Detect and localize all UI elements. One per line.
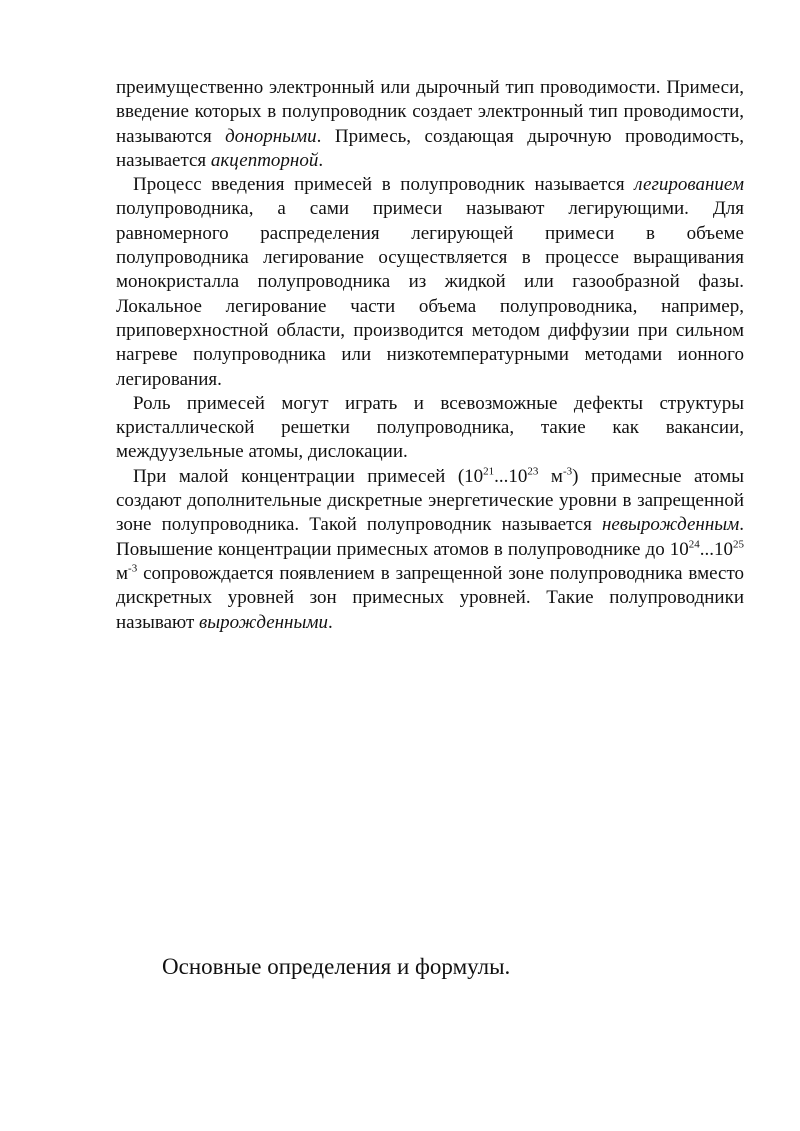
exponent: 23 [527,465,539,478]
paragraph-4 [116,465,744,635]
text-run: м [538,465,563,487]
text-run: ) примесные атомы создают дополнительные дискретные энергетические уровни в запрещенной зоне полупроводника. Такой полупроводник называется [116,465,744,536]
text-run: . [318,149,324,171]
text-run: ...10 [699,538,733,560]
text-run: Роль примесей могут играть и всевозможные дефекты структуры кристаллической решетки полупроводника, такие как вакансии, междуузельные атомы, дислокации. [116,392,744,463]
text-run: ...10 [494,465,528,487]
text-run: сопровождается появлением в запрещенной зоне полупроводника вместо дискретных уровней зон примесных уровней. Такие полупроводники называют [116,562,744,633]
exponent: -3 [562,465,573,478]
term-nondegenerate: невырожденным [601,514,740,536]
text-run: . Примесь, создающая дырочную проводимость, называется [116,125,744,171]
exponent: 25 [733,538,744,551]
text-run: . [327,611,333,633]
exponent: 21 [483,465,495,478]
exponent: -3 [128,562,138,575]
term-doping: легированием [634,174,744,196]
paragraph-1 [116,76,744,173]
text-run: преимущественно электронный или дырочный тип проводимости. Примеси, введение которых в полупроводник создает электронный тип проводимости, называются [116,77,744,147]
text-run: Процесс введения примесей в полупроводник называется [133,174,635,196]
text-run: При малой концентрации примесей (10 [133,465,484,487]
text-run: . Повышение концентрации примесных атомов в полупроводнике до 10 [116,514,744,560]
term-donor: донорными [225,125,317,147]
term-degenerate: вырожденными [199,611,328,633]
paragraph-2 [116,173,744,392]
section-heading: Основные определения и формулы. [162,954,511,979]
exponent: 24 [688,538,700,551]
paragraph-3 [116,392,744,465]
text-run: м [116,562,129,584]
term-acceptor: акцепторной [210,149,319,171]
text-run: полупроводника, а сами примеси называют легирующими. Для равномерного распределения легирующей примеси в объеме полупроводника легирование осуществляется в процессе выращивания монокристалла полупроводника из жидкой или газообразной фазы. Локальное легирование части объема полупроводника, например, приповерхностной области, производится методом диффузии при сильном нагреве полупроводника или низкотемпературными методами ионного легирования. [116,198,744,390]
body-text [116,76,744,635]
